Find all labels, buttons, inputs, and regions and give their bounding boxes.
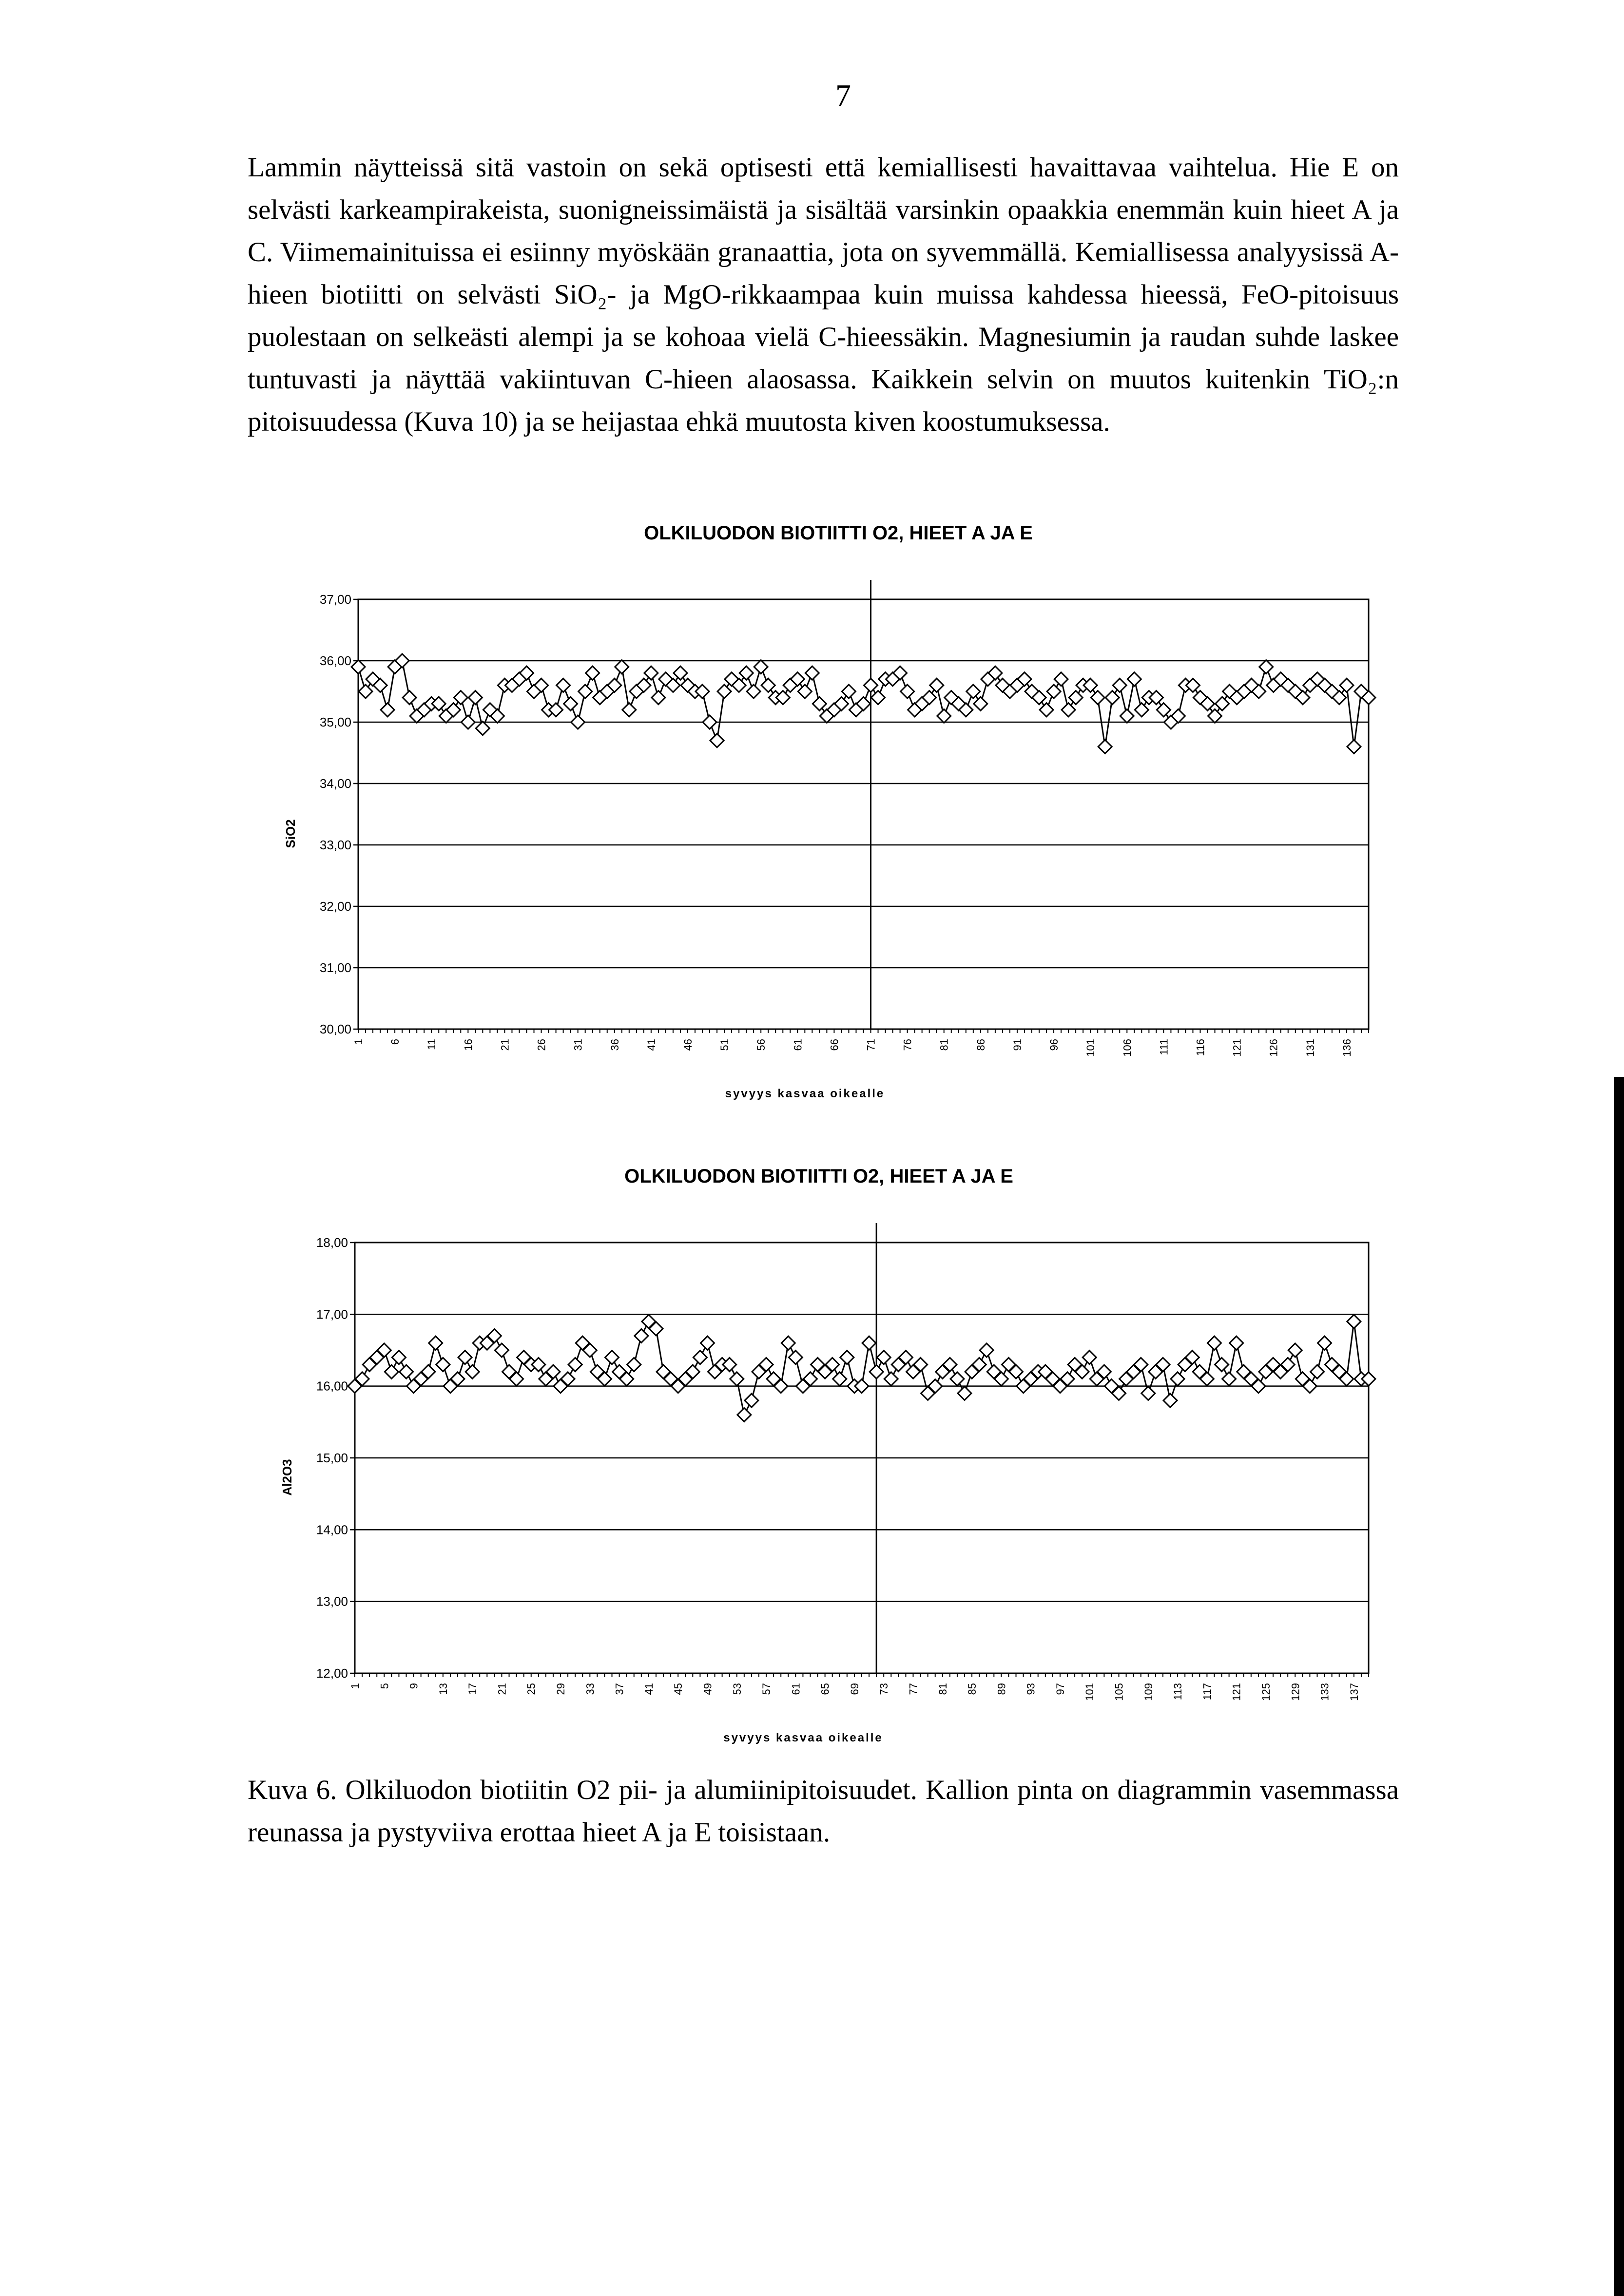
x-tick-label: 33 [584, 1683, 597, 1695]
x-axis-label: syvyys kasvaa oikealle [723, 1731, 883, 1744]
figure-caption: Kuva 6. Olkiluodon biotiitin O2 pii- ja alumiinipitoisuudet. Kallion pinta on diagrammin vasemmassa reunassa ja pystyviiva erottaa hieet A ja E toisistaan. [248, 1775, 1399, 1848]
x-tick-label: 117 [1201, 1683, 1214, 1701]
x-tick-label: 37 [613, 1683, 626, 1695]
y-axis-label: SiO2 [283, 819, 298, 848]
x-tick-label: 85 [966, 1683, 979, 1695]
x-tick-label: 5 [378, 1683, 391, 1689]
y-tick-label: 34,00 [319, 776, 351, 791]
y-axis-label: Al2O3 [280, 1459, 294, 1496]
x-tick-label: 26 [535, 1039, 548, 1051]
page-number: 7 [835, 78, 851, 113]
x-tick-label: 61 [790, 1683, 802, 1695]
x-tick-label: 109 [1142, 1683, 1155, 1701]
y-tick-label: 30,00 [319, 1022, 351, 1036]
chart-title-al2o3: OLKILUODON BIOTIITTI O2, HIEET A JA E [624, 1166, 1013, 1187]
data-point [980, 1343, 993, 1357]
data-point [730, 1372, 744, 1386]
data-point [1215, 1358, 1229, 1371]
x-tick-label: 16 [462, 1039, 475, 1051]
x-tick-label: 17 [466, 1683, 479, 1695]
x-tick-label: 71 [865, 1039, 877, 1051]
data-point [877, 1351, 890, 1364]
x-tick-label: 1 [349, 1683, 361, 1689]
x-tick-label: 137 [1348, 1683, 1360, 1701]
y-tick-label: 33,00 [319, 838, 351, 852]
data-point [950, 1372, 964, 1386]
x-tick-label: 133 [1318, 1683, 1331, 1701]
x-tick-label: 77 [907, 1683, 920, 1695]
x-tick-label: 81 [938, 1039, 950, 1051]
data-point [958, 1386, 971, 1400]
data-point [737, 1408, 751, 1422]
x-tick-label: 86 [974, 1039, 987, 1051]
data-point [884, 1372, 898, 1386]
data-point [1230, 1336, 1243, 1350]
x-tick-label: 121 [1230, 1683, 1243, 1701]
y-tick-label: 14,00 [316, 1522, 348, 1537]
data-point [781, 1336, 795, 1350]
data-point [429, 1336, 443, 1350]
x-tick-label: 29 [555, 1683, 567, 1695]
data-point [1310, 1365, 1324, 1378]
y-tick-label: 36,00 [319, 653, 351, 668]
x-tick-label: 126 [1267, 1039, 1280, 1057]
x-tick-label: 111 [1158, 1039, 1170, 1055]
x-tick-label: 21 [496, 1683, 508, 1695]
data-point [1288, 1343, 1302, 1357]
data-point [605, 1351, 619, 1364]
data-point [465, 1365, 479, 1378]
data-point [400, 1365, 413, 1378]
x-tick-label: 106 [1121, 1039, 1134, 1057]
data-point [833, 1372, 847, 1386]
x-axis-label: syvyys kasvaa oikealle [725, 1087, 885, 1100]
data-point [1318, 1336, 1332, 1350]
data-point [385, 1365, 398, 1378]
data-point [627, 1358, 641, 1371]
x-tick-label: 36 [608, 1039, 621, 1051]
data-point [1347, 1315, 1361, 1328]
data-point [862, 1336, 876, 1350]
data-point [789, 1351, 802, 1364]
y-tick-label: 13,00 [316, 1594, 348, 1609]
x-tick-label: 91 [1011, 1039, 1024, 1051]
y-tick-label: 32,00 [319, 899, 351, 914]
data-point [495, 1343, 508, 1357]
y-tick-label: 12,00 [316, 1666, 348, 1681]
x-tick-label: 101 [1083, 1683, 1096, 1701]
x-tick-label: 101 [1084, 1039, 1097, 1057]
x-tick-label: 46 [681, 1039, 694, 1051]
body-paragraph: Lammin näytteissä sitä vastoin on sekä optisesti että kemiallisesti havaittavaa vaihtelua. Hie E on selvästi karkeampirakeista, suonigneissimäistä ja sisältää varsinkin opaakkia enemmän kuin hieet A ja C. Viimemainituissa ei esiinny myöskään granaattia, jota on syvemmällä. Kemiallisessa analyysissä A-hieen biotiitti on selvästi SiO₂- ja MgO-rikkaampaa kuin muissa kahdessa hieessä, FeO-pitoisuus puolestaan on selkeästi alempi ja se kohoaa vielä C-hieessäkin. Magnesiumin ja raudan suhde laskee tuntuvasti ja näyttää vakiintuvan C-hieen alaosassa. Kaikkein selvin on muutos kuitenkin TiO₂:n pitoisuudessa (Kuva 10) ja se heijastaa ehkä muutosta kiven koostumuksessa. [248, 152, 1399, 437]
x-tick-label: 66 [828, 1039, 841, 1051]
data-point [436, 1358, 450, 1371]
data-point [1171, 1372, 1184, 1386]
data-point [635, 1329, 648, 1343]
y-tick-label: 18,00 [316, 1235, 348, 1250]
y-tick-label: 35,00 [319, 715, 351, 729]
x-tick-label: 57 [760, 1683, 773, 1695]
x-tick-label: 53 [731, 1683, 743, 1695]
data-point [392, 1351, 406, 1364]
x-tick-label: 13 [437, 1683, 449, 1695]
x-tick-label: 61 [792, 1039, 804, 1051]
x-tick-label: 89 [995, 1683, 1008, 1695]
x-tick-label: 81 [936, 1683, 949, 1695]
page-edge [1614, 0, 1624, 1077]
x-tick-label: 93 [1025, 1683, 1037, 1695]
data-point [1163, 1394, 1177, 1407]
x-tick-label: 97 [1054, 1683, 1066, 1695]
chart-title-sio2: OLKILUODON BIOTIITTI O2, HIEET A JA E [644, 522, 1033, 544]
y-tick-label: 37,00 [319, 592, 351, 607]
x-tick-label: 31 [572, 1039, 584, 1051]
data-point [840, 1351, 854, 1364]
data-point [458, 1351, 472, 1364]
x-tick-label: 65 [819, 1683, 831, 1695]
x-tick-label: 1 [352, 1039, 365, 1045]
data-point [1141, 1386, 1155, 1400]
data-point [568, 1358, 582, 1371]
y-tick-label: 15,00 [316, 1451, 348, 1465]
y-tick-label: 31,00 [319, 960, 351, 975]
data-point [693, 1351, 707, 1364]
y-tick-label: 16,00 [316, 1378, 348, 1394]
x-tick-label: 113 [1172, 1683, 1184, 1701]
data-point [745, 1394, 758, 1407]
x-tick-label: 136 [1340, 1039, 1353, 1057]
x-tick-label: 51 [718, 1039, 731, 1051]
x-tick-label: 41 [645, 1039, 657, 1051]
x-tick-label: 125 [1259, 1683, 1272, 1701]
x-tick-label: 129 [1289, 1683, 1302, 1701]
x-tick-label: 121 [1231, 1039, 1243, 1057]
y-tick-label: 17,00 [316, 1307, 348, 1322]
data-point [1222, 1372, 1236, 1386]
x-tick-label: 131 [1304, 1039, 1316, 1057]
x-tick-label: 6 [389, 1039, 402, 1045]
x-tick-label: 41 [642, 1683, 655, 1695]
x-tick-label: 49 [701, 1683, 714, 1695]
x-tick-label: 69 [848, 1683, 861, 1695]
x-tick-label: 45 [672, 1683, 685, 1695]
x-tick-label: 9 [407, 1683, 420, 1689]
data-point [700, 1336, 714, 1350]
data-point [1207, 1336, 1221, 1350]
x-tick-label: 21 [499, 1039, 511, 1051]
x-tick-label: 96 [1048, 1039, 1061, 1051]
x-tick-label: 11 [425, 1039, 438, 1050]
x-tick-label: 25 [525, 1683, 538, 1695]
data-point [1083, 1351, 1096, 1364]
x-tick-label: 76 [901, 1039, 914, 1051]
x-tick-label: 105 [1113, 1683, 1125, 1701]
x-tick-label: 73 [878, 1683, 890, 1695]
data-point [870, 1365, 883, 1378]
x-tick-label: 116 [1194, 1039, 1207, 1056]
x-tick-label: 56 [755, 1039, 768, 1051]
